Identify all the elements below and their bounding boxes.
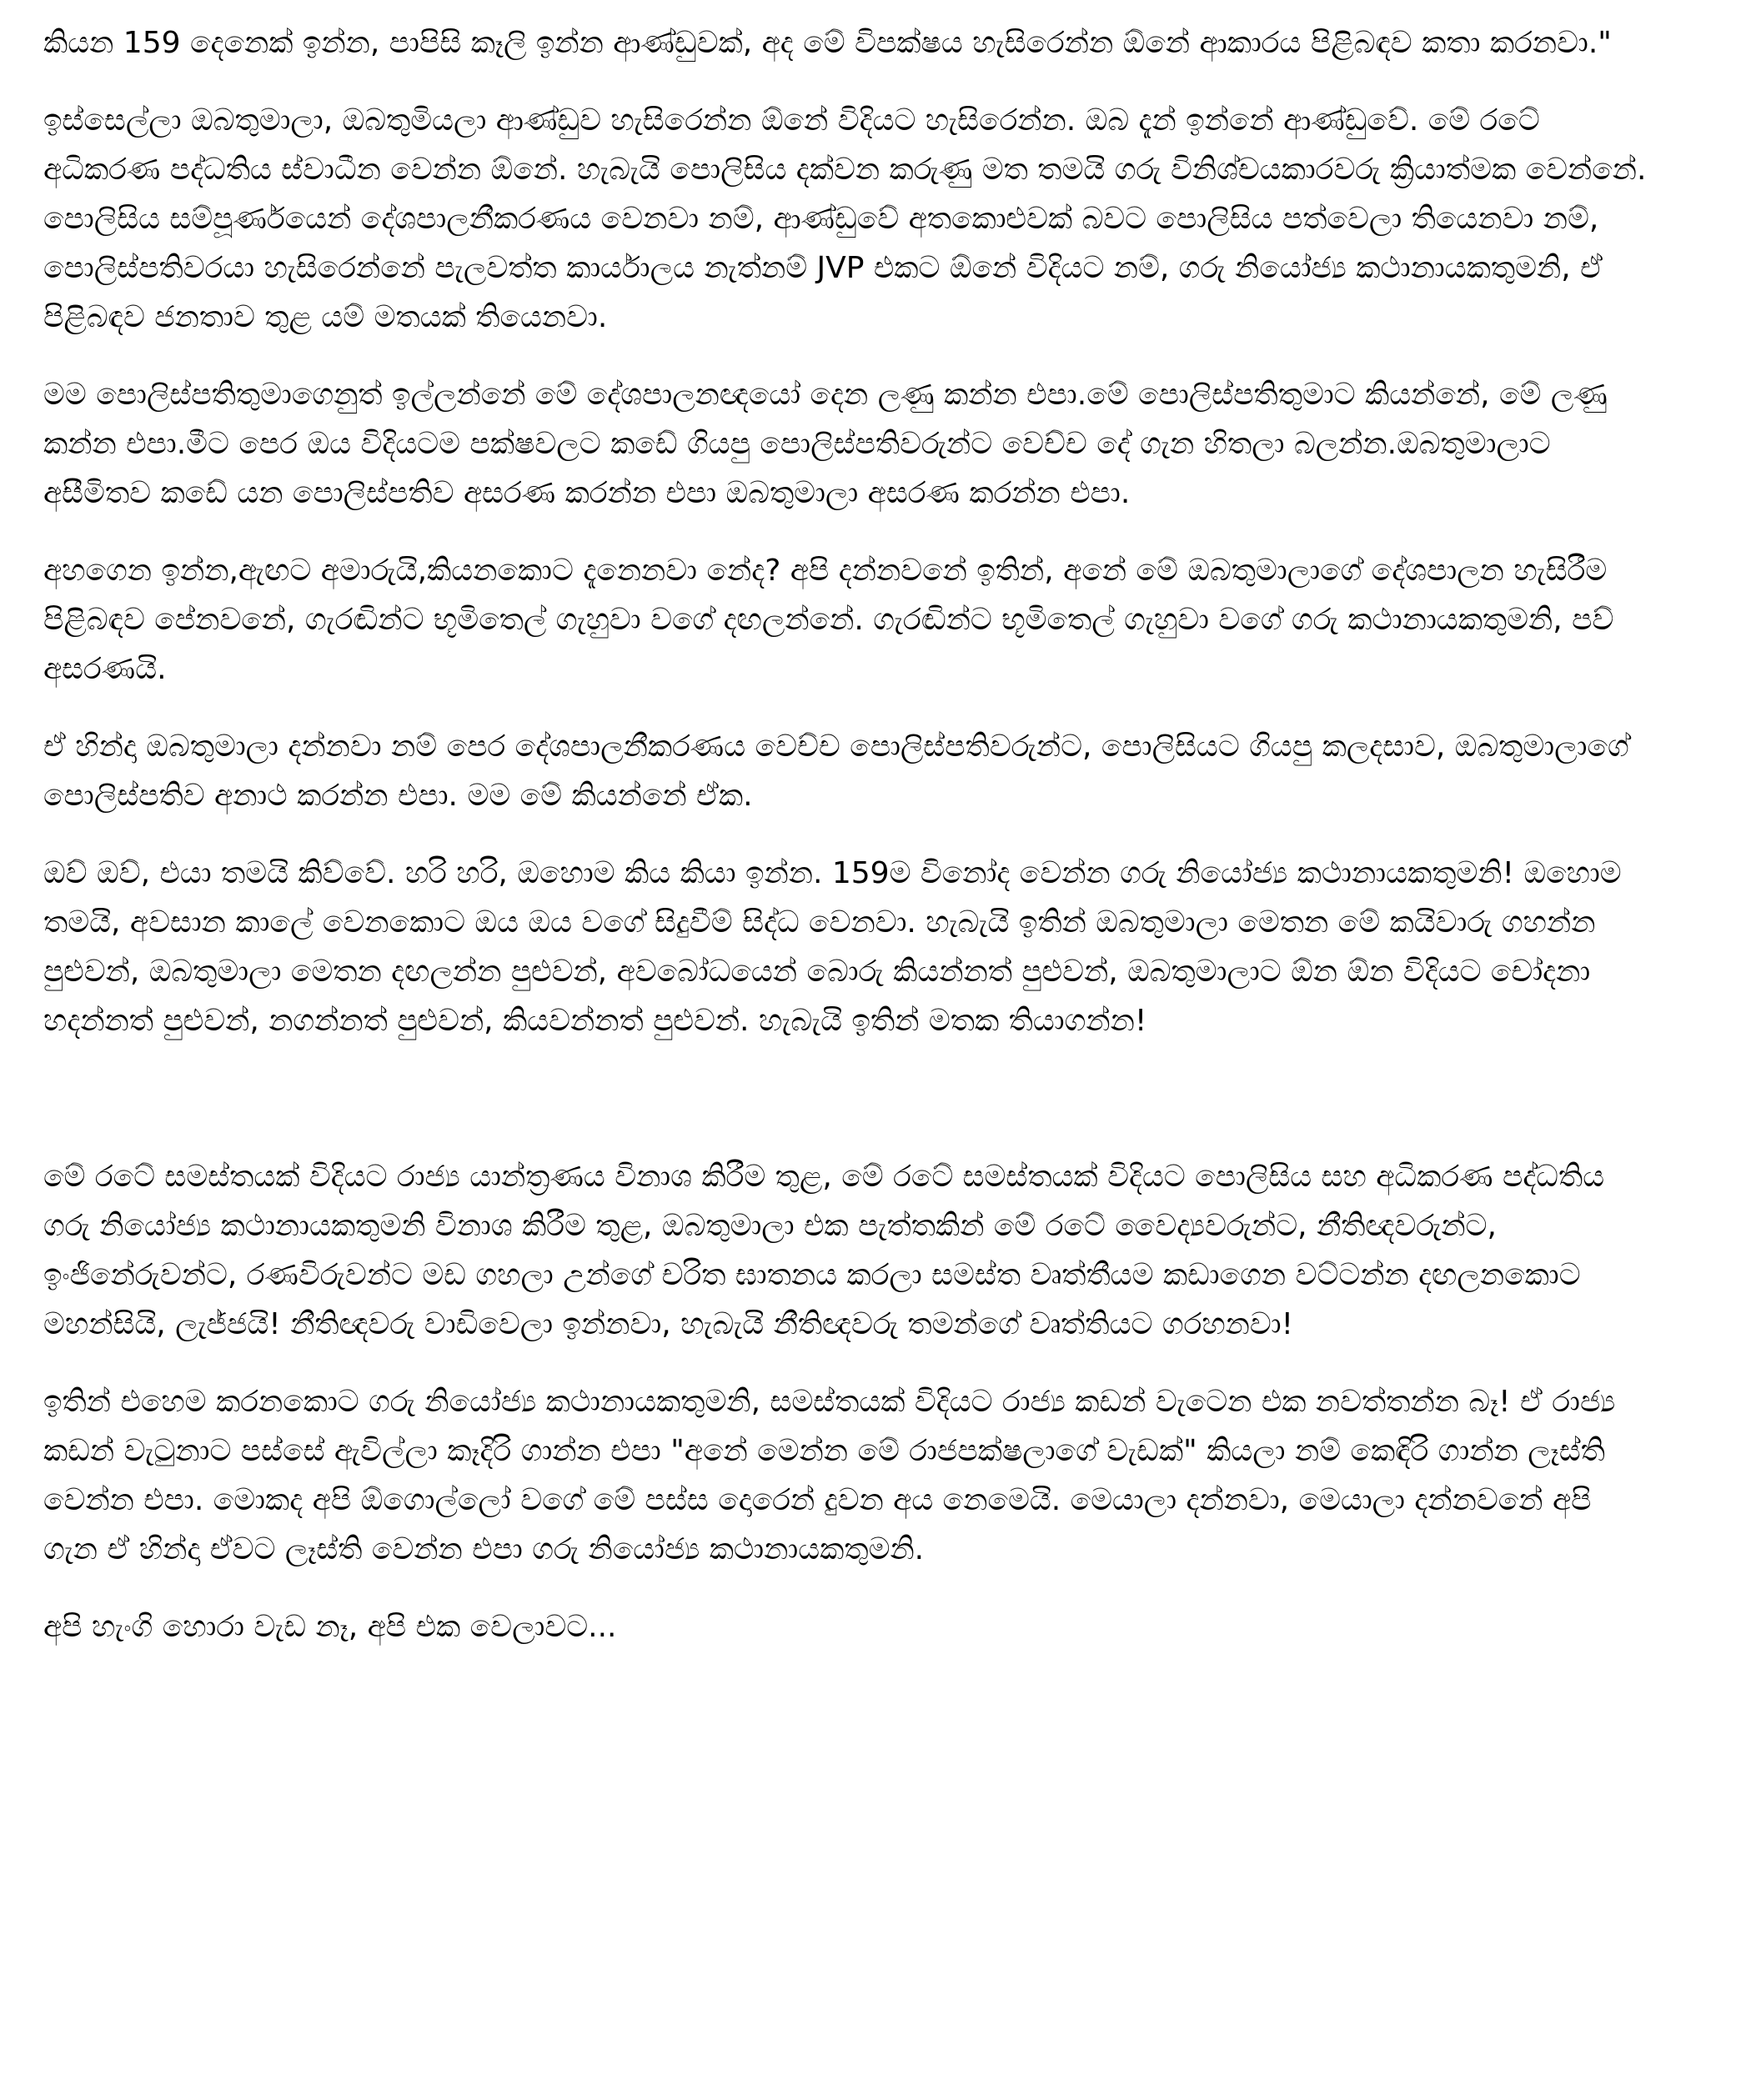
paragraph-5: ඒ හින්දා ඔබතුමාලා දන්නවා නම් පෙර දේශපාලනීකරණය වෙච්ච පොලිස්පතිවරුන්ට, පොලිසියට ගියපු කලදසාව, ඔබතුමාලාගේ පොලිස්පතිව අනාථ කරන්න එපා. මම මේ කියන්නේ ඒක. bbox=[43, 729, 1629, 813]
document-body bbox=[43, 18, 1653, 1680]
paragraph-1: කියන 159 දෙනෙක් ඉන්න, පාපිසි කෑලි ඉන්න ආණ්ඩුවක්, අද මේ විපක්ෂය හැසිරෙන්න ඕනේ ආකාරය පිළිබඳව කතා කරනවා." bbox=[43, 26, 1612, 60]
paragraph-7: මේ රටේ සමස්තයක් විදියට රාජ්‍ය යාන්ත්‍රණය විනාශ කිරීම තුළ, මේ රටේ සමස්තයක් විදියට පොලිසිය සහ අධිකරණ පද්ධතිය ගරු නියෝජ්‍ය කථානායකතුමනි විනාශ කිරීම තුළ, ඔබතුමාලා එක පැත්තකින් මේ රටේ වෛද්‍යවරුන්ට, නීතිඥවරුන්ට, ඉංජිනේරුවන්ට, රණවිරුවන්ට මඩ ගහලා උන්ගේ චරිත ඝාතනය කරලා සමස්ත වෘත්තීයම කඩාගෙන වට්ටන්න දඟලනකොට මහන්සියි, ලැජ්ජයි! නීතිඥවරු වාඩිවෙලා ඉන්නවා, හැබැයි නීතිඥවරු තමන්ගේ වෘත්තියට ගරහනවා! bbox=[43, 1160, 1605, 1341]
paragraph-4: අහගෙන ඉන්න,ඇඟට අමාරුයි,කියනකොට දැනෙනවා නේද? අපි දන්නවනේ ඉතින්, අනේ මේ ඔබතුමාලාගේ දේශපාලන හැසිරීම පිළිබඳව පේනවනේ, ගැරඬින්ට භූමිතෙල් ගැහුවා වගේ දඟලන්නේ. ගැරඬින්ට භූමිතෙල් ගැහුවා වගේ ගරු කථානායකතුමනි, පව් අසරණයි. bbox=[43, 554, 1614, 686]
paragraph-2: ඉස්සෙල්ලා ඔබතුමාලා, ඔබතුමියලා ආණ්ඩුව හැසිරෙන්න ඕනේ විදියට හැසිරෙන්න. ඔබ දැන් ඉන්නේ ආණ්ඩුවේ. මේ රටේ අධිකරණ පද්ධතිය ස්වාධීන වෙන්න ඕනේ. හැබැයි පොලිසිය දක්වන කරුණු මත තමයි ගරු විනිශ්චයකාරවරු ක්‍රියාත්මක වෙන්නේ. පොලිසිය සම්පූර්ණයෙන් දේශපාලනීකරණය වෙනවා නම්, ආණ්ඩුවේ අතකොළුවක් බවට පොලිසිය පත්වෙලා තියෙනවා නම්, පොලිස්පතිවරයා හැසිරෙන්නේ පැලවත්ත කාර්යාලය නැත්නම් JVP එකට ඕනේ විදියට නම්, ගරු නියෝජ්‍ය කථානායකතුමනි, ඒ පිළිබඳව ජනතාව තුළ යම් මතයක් තියෙනවා. bbox=[43, 103, 1647, 334]
paragraph-3: මම පොලිස්පතිතුමාගෙනුත් ඉල්ලන්නේ මේ දේශපාලනඥයෝ දෙන ලණු කන්න එපා.මේ පොලිස්පතිතුමාට කියන්නේ, මේ ලණු කන්න එපා.මීට පෙර ඔය විදියටම පක්ෂවලට කඩේ ගියපු පොලිස්පතිවරුන්ට වෙච්ච දේ ගැන හිතලා බලන්න.ඔබතුමාලාට අසීමිතව කඩේ යන පොලිස්පතිව අසරණ කරන්න එපා ඔබතුමාලා අසරණ කරන්න එපා. bbox=[43, 378, 1608, 510]
paragraph-6: ඔව් ඔව්, එයා තමයි කිව්වේ. හරි හරි, ඔහොම කිය කියා ඉන්න. 159ම විනෝද වෙන්න ගරු නියෝජ්‍ය කථානායකතුමනි! ඔහොම තමයි, අවසාන කාලේ වෙනකොට ඔය ඔය වගේ සිදුවීම් සිද්ධ වෙනවා. හැබැයි ඉතින් ඔබතුමාලා මෙතන මේ කයිවාරු ගහන්න පුළුවන්, ඔබතුමාලා මෙතන දඟලන්න පුළුවන්, අවබෝධයෙන් බොරු කියන්නත් පුළුවන්, ඔබතුමාලාට ඕන ඕන විදියට චෝදනා හදන්නත් පුළුවන්, නගන්නත් පුළුවන්, කියවන්නත් පුළුවන්. හැබැයි ඉතින් මතක තියාගන්න! bbox=[43, 856, 1622, 1038]
paragraph-8: ඉතින් එහෙම කරනකොට ගරු නියෝජ්‍ය කථානායකතුමනි, සමස්තයක් විදියට රාජ්‍ය කඩන් වැටෙන එක නවත්තන්න බෑ! ඒ රාජ්‍ය කඩන් වැටුනාට පස්සේ ඇවිල්ලා කෑදිරි ගාන්න එපා "අනේ මෙන්න මේ රාජපක්ෂලාගේ වැඩක්" කියලා නම් කෙඳිරි ගාන්න ලෑස්ති වෙන්න එපා. මොකද අපි ඕගොල්ලෝ වගේ මේ පස්ස දොරෙන් දුවන අය නෙමෙයි. මෙයාලා දන්නවා, මෙයාලා දන්නවනේ අපි ගැන ඒ හින්දා ඒවට ලෑස්ති වෙන්න එපා ගරු නියෝජ්‍ය කථානායකතුමනි. bbox=[43, 1385, 1616, 1566]
paragraph-9: අපි හැංගි හොරා වැඩ නෑ, අපි එක වෙලාවට... bbox=[43, 1610, 617, 1644]
